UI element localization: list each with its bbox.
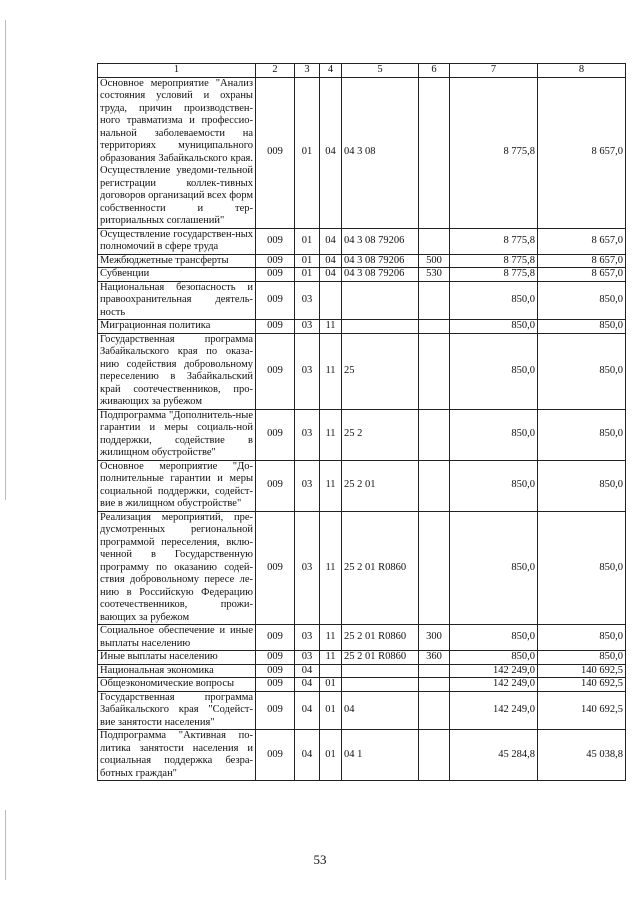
cell-ved: 009 xyxy=(256,320,295,334)
cell-year1: 8 775,8 xyxy=(450,228,538,254)
cell-vr xyxy=(419,678,450,692)
table-row xyxy=(98,691,626,730)
cell-rz: 04 xyxy=(295,730,320,781)
cell-pr xyxy=(320,281,342,320)
cell-year1: 45 284,8 xyxy=(450,730,538,781)
cell-year1: 850,0 xyxy=(450,333,538,409)
cell-ved: 009 xyxy=(256,409,295,460)
cell-rz: 04 xyxy=(295,664,320,678)
cell-rz: 03 xyxy=(295,333,320,409)
cell-pr: 11 xyxy=(320,651,342,665)
cell-ved: 009 xyxy=(256,333,295,409)
cell-year1: 142 249,0 xyxy=(450,678,538,692)
budget-table xyxy=(97,63,626,781)
cell-rz: 04 xyxy=(295,691,320,730)
cell-csr: 04 3 08 79206 xyxy=(342,228,419,254)
header-cell: 4 xyxy=(320,64,342,78)
cell-year1: 850,0 xyxy=(450,320,538,334)
cell-vr xyxy=(419,691,450,730)
cell-rz: 03 xyxy=(295,409,320,460)
cell-csr: 04 3 08 79206 xyxy=(342,254,419,268)
cell-year2: 850,0 xyxy=(538,460,626,511)
cell-vr: 530 xyxy=(419,268,450,282)
cell-pr: 01 xyxy=(320,691,342,730)
cell-vr xyxy=(419,320,450,334)
cell-year1: 850,0 xyxy=(450,460,538,511)
cell-ved: 009 xyxy=(256,228,295,254)
table-row xyxy=(98,511,626,625)
cell-pr: 04 xyxy=(320,254,342,268)
cell-name: Общеэкономические вопросы xyxy=(98,678,256,692)
cell-year2: 850,0 xyxy=(538,281,626,320)
cell-year2: 8 657,0 xyxy=(538,268,626,282)
table-row xyxy=(98,678,626,692)
cell-year2: 850,0 xyxy=(538,651,626,665)
cell-ved: 009 xyxy=(256,77,295,228)
header-cell: 3 xyxy=(295,64,320,78)
header-cell: 7 xyxy=(450,64,538,78)
cell-year1: 850,0 xyxy=(450,409,538,460)
cell-name: Субвенции xyxy=(98,268,256,282)
cell-year2: 8 657,0 xyxy=(538,77,626,228)
cell-year2: 850,0 xyxy=(538,511,626,625)
cell-vr: 360 xyxy=(419,651,450,665)
cell-year1: 8 775,8 xyxy=(450,254,538,268)
table-row xyxy=(98,333,626,409)
cell-pr: 01 xyxy=(320,730,342,781)
cell-year2: 140 692,5 xyxy=(538,664,626,678)
cell-ved: 009 xyxy=(256,511,295,625)
cell-year1: 850,0 xyxy=(450,281,538,320)
cell-csr: 25 2 xyxy=(342,409,419,460)
cell-name: Подпрограмма "Дополнитель-ные гарантии и меры социаль-ной поддержки, содействие в жилищном обустройстве" xyxy=(98,409,256,460)
cell-ved: 009 xyxy=(256,730,295,781)
cell-csr xyxy=(342,320,419,334)
cell-csr xyxy=(342,664,419,678)
cell-name: Миграционная политика xyxy=(98,320,256,334)
cell-year1: 8 775,8 xyxy=(450,268,538,282)
cell-ved: 009 xyxy=(256,625,295,651)
cell-name: Основное мероприятие "Анализ состояния условий и охраны труда, причин производствен-ного травматизма и профессио-нальной заболеваемости на территориях муниципального образования Забайкальского края. Осуществление уведоми-тельной регистрации коллек-тивных договоров организаций всех форм собственности и тер-риториальных соглашений" xyxy=(98,77,256,228)
cell-year1: 850,0 xyxy=(450,625,538,651)
cell-year2: 140 692,5 xyxy=(538,691,626,730)
cell-vr xyxy=(419,664,450,678)
cell-vr xyxy=(419,511,450,625)
cell-rz: 01 xyxy=(295,268,320,282)
cell-year2: 8 657,0 xyxy=(538,228,626,254)
cell-name: Государственная программа Забайкальского края "Содейст-вие занятости населения" xyxy=(98,691,256,730)
cell-year2: 8 657,0 xyxy=(538,254,626,268)
cell-name: Социальное обеспечение и иные выплаты населению xyxy=(98,625,256,651)
table-row xyxy=(98,409,626,460)
cell-ved: 009 xyxy=(256,254,295,268)
cell-rz: 03 xyxy=(295,511,320,625)
cell-pr: 11 xyxy=(320,460,342,511)
cell-name: Осуществление государствен-ных полномочий в сфере труда xyxy=(98,228,256,254)
cell-year1: 142 249,0 xyxy=(450,691,538,730)
cell-ved: 009 xyxy=(256,268,295,282)
cell-pr: 04 xyxy=(320,228,342,254)
cell-name: Подпрограмма "Активная по-литика занятости населения и социальная поддержка безра-ботных граждан" xyxy=(98,730,256,781)
cell-csr: 04 3 08 79206 xyxy=(342,268,419,282)
cell-rz: 04 xyxy=(295,678,320,692)
table-body xyxy=(98,64,626,781)
cell-csr: 25 2 01 R0860 xyxy=(342,625,419,651)
table-row xyxy=(98,460,626,511)
cell-csr xyxy=(342,678,419,692)
table-row xyxy=(98,320,626,334)
cell-pr: 04 xyxy=(320,268,342,282)
cell-year1: 850,0 xyxy=(450,651,538,665)
header-cell: 2 xyxy=(256,64,295,78)
cell-vr xyxy=(419,460,450,511)
cell-name: Иные выплаты населению xyxy=(98,651,256,665)
cell-year1: 8 775,8 xyxy=(450,77,538,228)
cell-csr: 25 2 01 R0860 xyxy=(342,651,419,665)
cell-csr: 04 3 08 xyxy=(342,77,419,228)
cell-csr: 04 1 xyxy=(342,730,419,781)
cell-rz: 03 xyxy=(295,651,320,665)
cell-rz: 03 xyxy=(295,320,320,334)
scan-margin-line xyxy=(5,20,6,500)
cell-vr xyxy=(419,77,450,228)
cell-csr: 25 xyxy=(342,333,419,409)
cell-csr: 04 xyxy=(342,691,419,730)
cell-year1: 142 249,0 xyxy=(450,664,538,678)
cell-pr: 04 xyxy=(320,77,342,228)
table-row xyxy=(98,625,626,651)
cell-year1: 850,0 xyxy=(450,511,538,625)
cell-pr: 11 xyxy=(320,409,342,460)
cell-name: Реализация мероприятий, пре-дусмотренных региональной программой переселения, вклю-ченной в Государственную программу по оказанию содей-ствия добровольному пересе ле-нию в Российскую Федерацию соотечественников, прожи-вающих за рубежом xyxy=(98,511,256,625)
cell-name: Национальная безопасность и правоохранительная деятель-ность xyxy=(98,281,256,320)
cell-rz: 01 xyxy=(295,77,320,228)
cell-csr: 25 2 01 R0860 xyxy=(342,511,419,625)
cell-pr xyxy=(320,664,342,678)
cell-ved: 009 xyxy=(256,651,295,665)
table-row xyxy=(98,281,626,320)
cell-ved: 009 xyxy=(256,678,295,692)
table-row xyxy=(98,77,626,228)
table-row xyxy=(98,228,626,254)
cell-rz: 01 xyxy=(295,228,320,254)
table-header-row xyxy=(98,64,626,78)
header-cell: 5 xyxy=(342,64,419,78)
page-number: 53 xyxy=(313,852,327,867)
header-cell: 6 xyxy=(419,64,450,78)
cell-pr: 11 xyxy=(320,333,342,409)
cell-year2: 850,0 xyxy=(538,333,626,409)
cell-vr xyxy=(419,333,450,409)
cell-vr xyxy=(419,730,450,781)
cell-year2: 850,0 xyxy=(538,625,626,651)
cell-name: Национальная экономика xyxy=(98,664,256,678)
cell-year2: 850,0 xyxy=(538,409,626,460)
cell-name: Межбюджетные трансферты xyxy=(98,254,256,268)
cell-ved: 009 xyxy=(256,281,295,320)
cell-pr: 01 xyxy=(320,678,342,692)
cell-ved: 009 xyxy=(256,664,295,678)
cell-year2: 45 038,8 xyxy=(538,730,626,781)
cell-rz: 03 xyxy=(295,625,320,651)
cell-vr xyxy=(419,409,450,460)
header-cell: 8 xyxy=(538,64,626,78)
cell-ved: 009 xyxy=(256,691,295,730)
header-cell: 1 xyxy=(98,64,256,78)
cell-vr xyxy=(419,228,450,254)
table-row xyxy=(98,254,626,268)
cell-name: Основное мероприятие "До-полнительные гарантии и меры социальной поддержки, содейст-вие в жилищном обустройстве" xyxy=(98,460,256,511)
table-row xyxy=(98,730,626,781)
cell-vr: 500 xyxy=(419,254,450,268)
cell-rz: 01 xyxy=(295,254,320,268)
cell-pr: 11 xyxy=(320,511,342,625)
cell-vr: 300 xyxy=(419,625,450,651)
table-row xyxy=(98,268,626,282)
cell-rz: 03 xyxy=(295,460,320,511)
cell-year2: 850,0 xyxy=(538,320,626,334)
cell-year2: 140 692,5 xyxy=(538,678,626,692)
cell-ved: 009 xyxy=(256,460,295,511)
cell-rz: 03 xyxy=(295,281,320,320)
cell-csr xyxy=(342,281,419,320)
cell-name: Государственная программа Забайкальского края по оказа-нию содействия добровольному переселению в Забайкальский край соотечественников, про-живающих за рубежом xyxy=(98,333,256,409)
table-row xyxy=(98,664,626,678)
scan-margin-line-lower xyxy=(5,810,6,880)
cell-csr: 25 2 01 xyxy=(342,460,419,511)
cell-pr: 11 xyxy=(320,625,342,651)
table-row xyxy=(98,651,626,665)
cell-vr xyxy=(419,281,450,320)
cell-pr: 11 xyxy=(320,320,342,334)
